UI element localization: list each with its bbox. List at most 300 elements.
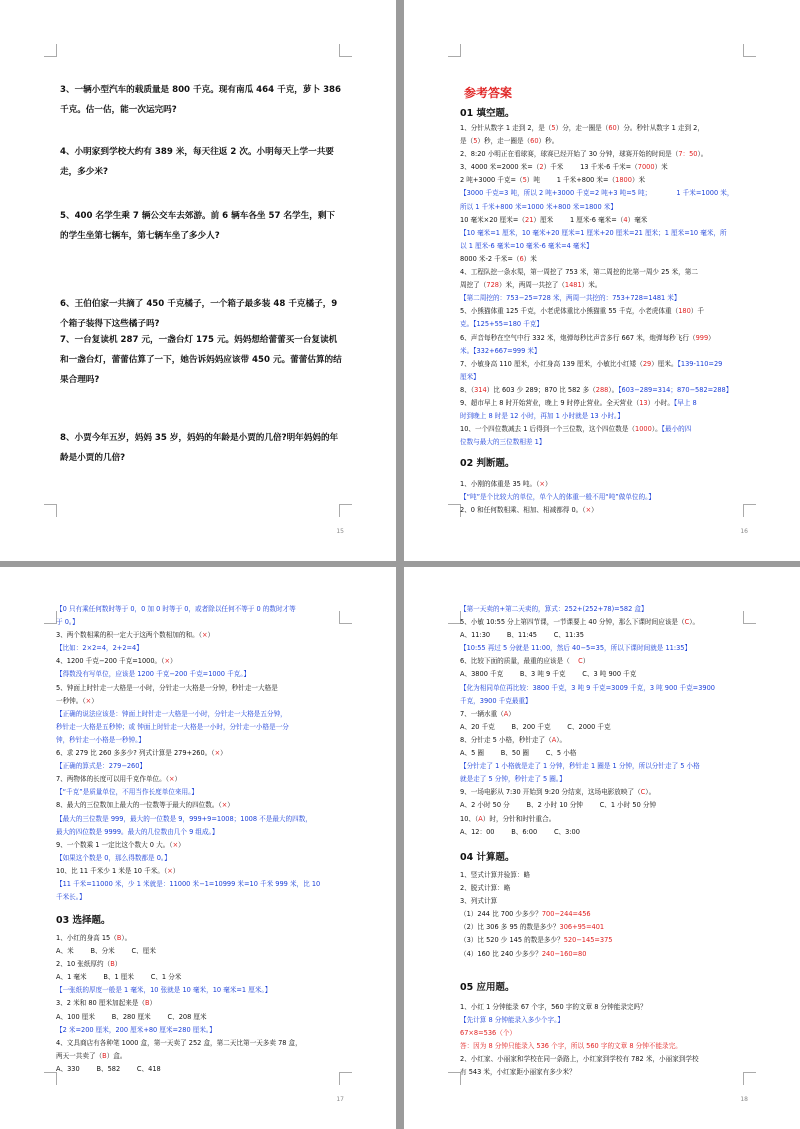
answer-line	[56, 682, 346, 695]
answer-lines	[460, 603, 750, 839]
answer-line	[460, 642, 750, 655]
answer-explanation: 【得数没有写单位，应该是 1200 千克−200 千克=1000 千克。】	[56, 670, 251, 679]
answer-line	[56, 1011, 346, 1024]
question-text: 2、脱式计算：略	[460, 884, 511, 893]
answer-explanation: 【0 只有乘任何数时等于 0，0 加 0 时等于 0，或者除以任何不等于 0 的数时才等	[56, 605, 296, 613]
question-text: 10 毫米×20 厘米=（	[460, 215, 525, 224]
answer-line	[460, 786, 750, 799]
answer-explanation: 【如果这个数是 0，那么得数都是 0。】	[56, 853, 171, 862]
answer-line	[56, 629, 346, 642]
answer-value: 答：因为 8 分钟只能录入 536 个字，所以 560 字的文章 8 分钟不能录完。	[460, 1042, 682, 1051]
question-text: ）分。秒针从数字 1 走到 2，	[616, 124, 704, 132]
question-text: 3、4000 米=2000 米=（	[460, 163, 540, 172]
question-text: ）	[582, 657, 590, 666]
answer-line	[460, 616, 750, 629]
question-text: ）厘米。	[651, 359, 678, 368]
question-text: 4、文具商店有各种笔 1000 盒，第一天卖了 252 盒，第二天比第一天多卖 78 盒，	[56, 1038, 302, 1047]
answer-line	[56, 945, 346, 958]
question-text: ）比 603 少 289；870 比 582 多（	[486, 385, 596, 394]
answer-value: 7：50	[678, 150, 698, 159]
answer-lines	[56, 932, 346, 1076]
answer-line	[460, 332, 750, 345]
answer-explanation: 【最大的三位数是 999，最大的一位数是 9，999+9=1008；1008 不是最大的四数，	[56, 814, 312, 823]
question-text: ）	[114, 960, 122, 969]
question-3: 3、一辆小型汽车的载质量是 800 千克。现有南瓜 464 千克，萝卜 386 千克。估一估，能一次运完吗?	[60, 85, 342, 115]
answer-value: 2	[539, 163, 544, 172]
answer-value: ×	[221, 801, 228, 810]
answer-value: 5	[522, 176, 527, 185]
question-text: 6、比较下面的质量，最重的应该是（	[460, 657, 579, 666]
answer-line	[460, 826, 750, 839]
question-6: 6、王伯伯家一共摘了 450 千克橘子，一个箱子最多装 48 千克橘子，9 个箱子装得下这些橘子吗?	[60, 299, 338, 329]
answer-line	[460, 1027, 750, 1040]
question-text: 1、小红 1 分钟能录 67 个字，560 字的文章 8 分钟能录完吗？	[460, 1003, 647, 1011]
answer-line	[460, 371, 750, 384]
answer-explanation: 就是走了 5 分钟，秒针走了 5 圈。】	[460, 775, 566, 784]
document-page-17	[0, 567, 396, 1129]
question-text: ）秒，走一圈是（	[477, 137, 531, 146]
question-text: ）米	[654, 163, 668, 172]
answer-value: 13	[639, 398, 648, 407]
question-text: ）时，分针和时针重合。	[482, 814, 556, 823]
answer-line	[56, 826, 346, 839]
question-text: 8、（	[460, 385, 475, 394]
question-text: ）千米 13 千米-6 千米=（	[543, 163, 638, 172]
answer-line	[460, 799, 750, 812]
question-text: 7、一辆水重（	[460, 709, 504, 718]
page-number: 15	[336, 528, 344, 535]
question-text: 3、列式计算	[460, 897, 498, 906]
answer-line	[460, 135, 750, 148]
answer-explanation: 【“千克”是质量单位，不用当作长度单位来用。】	[56, 788, 198, 797]
answer-explanation: 【一张纸的厚度一般是 1 毫米，10 张就是 10 毫米，10 毫米=1 厘米。】	[56, 986, 272, 995]
answer-line	[56, 616, 346, 629]
question-text: ）小时。	[647, 398, 674, 407]
question-text: ）米，两周一共挖了（	[498, 281, 565, 290]
answer-line	[56, 1024, 346, 1037]
question-text: ）毫米	[627, 215, 648, 224]
answer-explanation: 【化为相同单位再比较：3800 千克，3 吨 9 千克=3009 千克，3 吨 900 千克=3900	[460, 683, 715, 692]
question-text: A、12：00 B、6:00 C、3:00	[460, 827, 580, 836]
answer-line	[460, 734, 750, 747]
page-number: 17	[336, 1096, 344, 1103]
answer-line	[56, 813, 346, 826]
question-text: 9、超市早上 8 时开始营业，晚上 9 时停止营业。全天营业（	[460, 398, 640, 407]
answer-value: 728	[486, 281, 499, 290]
question-text: ）。	[697, 150, 708, 159]
question-text: ）盒。	[106, 1051, 127, 1060]
answer-line	[460, 266, 750, 279]
answer-line	[460, 895, 750, 908]
answer-value: ×	[85, 696, 92, 705]
answer-value: 288	[595, 385, 609, 394]
crop-mark	[339, 44, 352, 57]
answer-line	[460, 760, 750, 773]
question-text: ）	[178, 840, 185, 849]
answer-value: C	[684, 618, 690, 627]
question-text: 是（	[460, 137, 474, 146]
crop-mark	[339, 504, 352, 517]
answer-line	[56, 734, 346, 747]
answer-explanation: 【139-110=29	[677, 359, 723, 368]
answer-line	[56, 971, 346, 984]
answer-lines	[460, 1001, 750, 1080]
answer-line	[56, 984, 346, 997]
question-text: ）分，走一圈是（	[555, 124, 609, 132]
question-text: 两天一共卖了（	[56, 1051, 103, 1060]
answer-line	[56, 655, 346, 668]
answer-value: 1481	[564, 281, 582, 290]
answer-line	[56, 799, 346, 812]
answer-line	[460, 1040, 750, 1053]
answer-line	[460, 869, 750, 882]
answer-value: ×	[172, 840, 179, 849]
answer-line	[56, 839, 346, 852]
question-text: 7、两物体的长度可以用千克作单位。（	[56, 775, 169, 784]
answer-line	[56, 603, 346, 616]
question-text: ）厘米 1 厘米-6 毫米=（	[533, 215, 624, 224]
answer-line	[460, 682, 750, 695]
answer-explanation: 位数与最大的三位数相差 1】	[460, 438, 546, 447]
question-text: A、米 B、分米 C、厘米	[56, 947, 156, 956]
answer-value: 306+95=401	[559, 923, 605, 932]
answer-line	[460, 318, 750, 331]
answer-line	[460, 948, 750, 961]
answer-line	[460, 629, 750, 642]
question-text: 2、8:20 小明正在看球赛，球赛已经开始了 30 分钟，球赛开始的时间是（	[460, 150, 679, 159]
answer-line	[460, 345, 750, 358]
answer-lines	[56, 603, 346, 904]
answer-explanation: 【先计算 8 分钟能录入多少个字。】	[460, 1016, 564, 1025]
question-text: 1、小刚的体重是 35 吨。（	[460, 480, 540, 488]
answer-line	[460, 695, 750, 708]
question-text: A、11:30 B、11:45 C、11:35	[460, 631, 584, 640]
answer-line	[460, 603, 750, 616]
answer-value: 1000	[635, 425, 652, 434]
answer-line	[56, 760, 346, 773]
answer-line	[460, 1001, 750, 1014]
section-heading-fill-in: 01 填空题。	[460, 108, 515, 119]
answer-line	[460, 478, 750, 491]
crop-mark	[448, 44, 461, 57]
page-number: 18	[740, 1096, 748, 1103]
answer-explanation: 千米长。】	[56, 893, 86, 902]
answer-line	[460, 491, 750, 504]
answer-line	[460, 253, 750, 266]
answer-value: ×	[539, 480, 545, 488]
question-text: 9、一场电影从 7:30 开始到 9:20 分结束，这场电影放映了（	[460, 788, 641, 797]
section-heading-judge: 02 判断题。	[460, 458, 515, 469]
answer-value: A	[503, 709, 509, 718]
question-text: 10、比 11 千米少 1 米是 10 千米。（	[56, 866, 168, 875]
question-text: ）	[207, 631, 215, 640]
answer-line	[460, 504, 750, 517]
question-text: A、1 毫米 B、1 厘米 C、1 分米	[56, 973, 182, 982]
answer-explanation: 以 1 厘米-6 毫米=10 毫米-6 毫米=4 毫米】	[460, 241, 593, 250]
question-text: 4、1200 千克−200 千克=1000。（	[56, 657, 165, 666]
answer-line	[460, 423, 750, 436]
answer-line	[460, 279, 750, 292]
question-text: 1、竖式计算并验算：略	[460, 871, 531, 879]
answer-explanation: 所以 1 千米+800 米=1000 米+800 米=1800 米】	[460, 202, 617, 211]
question-text: A、100 厘米 B、280 厘米 C、208 厘米	[56, 1012, 207, 1021]
answer-line	[56, 695, 346, 708]
answer-explanation: 【第一天卖的+第二天卖的，算式：252+(252+78)=582 盒】	[460, 605, 648, 613]
answer-value: 6	[519, 254, 524, 263]
question-text: 2、0 和任何数相乘、相加、相减都得 0。（	[460, 506, 586, 515]
answer-explanation: 【最小的四	[661, 425, 692, 434]
question-text: 8000 米-2 千米=（	[460, 254, 520, 263]
answer-line	[460, 436, 750, 449]
question-text: ）秒。	[538, 137, 559, 146]
answer-line	[460, 122, 750, 135]
question-text: ）。	[608, 385, 619, 394]
answer-explanation: 【10:55 再过 5 分就是 11:00，然后 40−5=35，所以下课时间就是 11:35】	[460, 644, 692, 653]
answer-line	[56, 773, 346, 786]
answer-line	[56, 932, 346, 945]
answer-explanation: 【早上 8	[673, 398, 697, 407]
question-text: 1、分针从数字 1 走到 2，是（	[460, 124, 552, 132]
answer-explanation: 【正确的说法应该是：钟面上时针走一大格是一小时，分针走一大格是五分钟，	[56, 709, 287, 718]
question-text: 1、小红的身高 15（	[56, 934, 117, 942]
question-text: 2、10 张纸厚约（	[56, 960, 111, 969]
answer-value: 60	[530, 137, 539, 146]
answer-line	[460, 410, 750, 423]
question-text: ）	[149, 999, 157, 1008]
question-text: （1）244 比 700 少多少？	[460, 910, 542, 919]
question-text: ）	[91, 696, 98, 705]
question-text: （2）比 306 多 95 的数是多少？	[460, 923, 560, 932]
answer-explanation: 【第二周挖的：753−25=728 米，两周一共挖的：753+728=1481 米】	[460, 294, 681, 303]
answer-line	[460, 240, 750, 253]
answer-line	[460, 921, 750, 934]
question-text: ）	[220, 749, 227, 758]
question-text: A、5 圈 B、50 圈 C、5 小格	[460, 749, 577, 758]
answer-value: ×	[201, 631, 208, 640]
answer-explanation: 最大的四位数是 9999。最大的几位数由几个 9 组成。】	[56, 827, 219, 836]
question-5: 5、400 名学生乘 7 辆公交车去郊游。前 6 辆车各坐 57 名学生，剩下的学生坐第七辆车，第七辆车坐了多少人?	[60, 211, 336, 241]
answer-value: 999	[695, 333, 709, 342]
question-text: 8、分针走 5 小格，秒针走了（	[460, 735, 552, 744]
answer-value: ×	[164, 657, 170, 666]
question-text: 周挖了（	[460, 281, 487, 290]
answer-explanation: 【“吨”是个比较大的单位，单个人的体重一般不用“吨”做单位的。】	[460, 493, 655, 502]
answer-line	[56, 958, 346, 971]
answer-value: 5	[473, 137, 478, 146]
question-text: ）	[227, 801, 234, 810]
answer-line	[460, 187, 750, 200]
answer-value: 5	[551, 124, 556, 132]
answer-value: 21	[525, 215, 534, 224]
document-page-15	[0, 0, 396, 561]
answer-line	[460, 201, 750, 214]
answer-explanation: 时到晚上 8 时是 12 小时，再加 1 小时就是 13 小时。】	[460, 412, 624, 421]
answer-line	[460, 934, 750, 947]
answer-line	[460, 721, 750, 734]
question-text: ）	[172, 866, 180, 875]
answer-line	[460, 227, 750, 240]
question-text: （4）160 比 240 少多少？	[460, 949, 542, 958]
answer-value: 1800	[615, 176, 632, 185]
answer-line	[460, 174, 750, 187]
answer-line	[460, 148, 750, 161]
question-text: 5、小敏 10:55 分上第四节课，一节课要上 40 分钟，那么下课时间应该是（	[460, 618, 685, 627]
question-text: ）	[544, 480, 552, 488]
answer-lines	[460, 122, 750, 449]
answer-line	[460, 214, 750, 227]
question-text: 6、求 279 比 260 多多少? 列式计算是 279+260。（	[56, 749, 215, 758]
answer-explanation: 【11 千米=11000 米，少 1 米就是：11000 米−1=10999 米=10 千米 999 米，比 10	[56, 879, 321, 888]
answer-line	[460, 358, 750, 371]
question-text: 4、工程队挖一条水渠，第一周挖了 753 米，第二周挖的比第一周少 25 米，第二	[460, 268, 698, 277]
answer-value: 700−244=456	[541, 910, 591, 919]
crop-mark	[44, 504, 57, 517]
answer-explanation: 【比如：2×2=4，2+2=4】	[56, 644, 143, 653]
question-text: ）米	[631, 176, 646, 185]
question-text: 8、最大的三位数加上最大的一位数等于最大的四位数。（	[56, 801, 222, 810]
answer-explanation: 【10 毫米=1 厘米，10 毫米+20 厘米=1 厘米+20 厘米=21 厘米；1 厘米=10 毫米，所	[460, 228, 727, 237]
answer-value: 29	[642, 359, 652, 368]
question-text: ）米	[523, 254, 537, 263]
answer-line	[56, 878, 346, 891]
answer-value: A	[478, 814, 483, 823]
answer-value: B	[110, 960, 115, 969]
answer-value: B	[102, 1051, 107, 1060]
question-text: A、330 B、582 C、418	[56, 1064, 161, 1073]
question-text: ）。	[645, 788, 656, 797]
answer-value: 60	[608, 124, 617, 132]
question-text: ）米。	[581, 281, 602, 290]
answer-value: 7000	[637, 163, 655, 172]
answer-value: 180	[678, 307, 691, 316]
answer-line	[460, 292, 750, 305]
answer-value: B	[116, 934, 122, 942]
question-text: 5、钟面上时针走一大格是一小时，分针走一大格是一分钟，秒针走一大格是	[56, 683, 278, 692]
question-text: 有 543 米，小红家距小丽家有多少米？	[460, 1068, 576, 1077]
answer-explanation: 克。【125+55=180 千克】	[460, 320, 543, 329]
answer-line	[460, 882, 750, 895]
answer-explanation: 【分针走了 1 小格就是走了 1 分钟，秒针走 1 圈是 1 分钟，所以分针走了 5 小格	[460, 762, 700, 771]
answer-line	[460, 305, 750, 318]
answer-line	[460, 1014, 750, 1027]
answer-value: B	[145, 999, 150, 1008]
answer-line	[56, 721, 346, 734]
document-page-18	[404, 567, 800, 1129]
answer-line	[460, 161, 750, 174]
answer-line	[460, 1066, 750, 1079]
answer-line	[460, 813, 750, 826]
question-4: 4、小明家到学校大约有 389 米，每天往返 2 次。小明每天上学一共要走，多少米?	[60, 147, 334, 177]
question-text: ）	[174, 775, 182, 784]
answer-value: 4	[623, 215, 628, 224]
crop-mark	[44, 44, 57, 57]
answer-value: A	[551, 735, 557, 744]
answer-line	[56, 708, 346, 721]
question-text: 2 吨+3000 千克=（	[460, 176, 523, 185]
answer-value: 314	[474, 385, 487, 394]
answer-line	[56, 747, 346, 760]
question-text: A、20 千克 B、200 千克 C、2000 千克	[460, 722, 611, 731]
answer-value: ×	[214, 749, 221, 758]
question-text: ）。	[689, 618, 700, 627]
answer-explanation: 【3000 千克=3 吨，所以 2 吨+3000 千克=2 吨+3 吨=5 吨； 1 千米=1000 米，	[460, 189, 734, 198]
answer-lines	[460, 869, 750, 961]
question-text: 10、（	[460, 814, 479, 823]
answer-line	[460, 668, 750, 681]
answer-explanation: 于 0。】	[56, 618, 79, 627]
answer-line	[460, 747, 750, 760]
question-text: ）吨 1 千米+800 米=（	[526, 176, 616, 185]
answer-title: 参考答案	[464, 86, 513, 100]
answer-explanation: 厘米】	[460, 372, 480, 381]
answer-line	[460, 397, 750, 410]
answer-explanation: 【正确的算式是：279−260】	[56, 762, 147, 771]
answer-line	[56, 891, 346, 904]
section-heading-calculation: 04 计算题。	[460, 852, 515, 863]
question-text: ）	[708, 333, 715, 342]
answer-value: C	[578, 657, 583, 666]
question-text: ）	[508, 709, 515, 718]
answer-value: 240−160=80	[541, 949, 587, 958]
question-text: 3、2 米和 80 厘米加起来是（	[56, 999, 146, 1008]
question-text: A、2 小时 50 分 B、2 小时 10 分钟 C、1 小时 50 分钟	[460, 801, 657, 810]
answer-value: ×	[585, 506, 592, 515]
answer-value: 520−145=375	[563, 936, 613, 945]
answer-line	[56, 668, 346, 681]
answer-value: ×	[169, 775, 175, 784]
question-text: 5、小熊猫体重 125 千克，小老虎体重比小熊猫重 55 千克，小老虎体重（	[460, 307, 679, 316]
answer-line	[460, 708, 750, 721]
answer-line	[460, 1053, 750, 1066]
question-text: ）	[169, 657, 177, 666]
question-text: ）。	[651, 425, 662, 434]
answer-line	[56, 1063, 346, 1076]
section-heading-application: 05 应用题。	[460, 982, 515, 993]
answer-line	[460, 655, 750, 668]
answer-explanation: 千克，3900 千克最重】	[460, 696, 532, 705]
question-text: A、3800 千克 B、3 吨 9 千克 C、3 吨 900 千克	[460, 670, 637, 679]
question-text: ）	[591, 506, 598, 515]
answer-line	[56, 786, 346, 799]
question-text: 9、一个数乘 1 一定比这个数大 0 大。（	[56, 840, 173, 849]
section-heading-choice: 03 选择题。	[56, 915, 111, 926]
question-text: ）。	[121, 934, 132, 942]
answer-line	[460, 773, 750, 786]
answer-explanation: 米。【332+667=999 米】	[460, 346, 541, 355]
question-text: ）千	[690, 307, 704, 316]
answer-value: 67×8=536（个）	[460, 1029, 517, 1038]
answer-explanation: 【2 米=200 厘米，200 厘米+80 厘米=280 厘米。】	[56, 1025, 216, 1034]
answer-line	[460, 384, 750, 397]
answer-explanation: 【603−289=314；870−582=288】	[618, 385, 733, 394]
question-text: ）。	[556, 735, 567, 744]
question-8: 8、小贾今年五岁，妈妈 35 岁，妈妈的年龄是小贾的几倍?明年妈妈的年龄是小贾的几倍?	[60, 433, 339, 463]
answer-line	[56, 997, 346, 1010]
question-text: 10、一个四位数减去 1 后得到一个三位数，这个四位数是（	[460, 425, 636, 434]
answer-line	[56, 852, 346, 865]
question-text: 3、两个数相乘的积一定大于这两个数相加的和。（	[56, 631, 202, 640]
answer-explanation: 钟，秒针走一小格是一秒钟。】	[56, 735, 146, 744]
answer-value: ×	[167, 866, 173, 875]
question-text: 6、声音每秒在空气中行 332 米，炮弹每秒比声音多行 667 米，炮弹每秒飞行（	[460, 333, 696, 342]
answer-line	[56, 865, 346, 878]
document-page-16	[404, 0, 800, 561]
crop-mark	[743, 44, 756, 57]
answer-value: C	[640, 788, 646, 797]
answer-line	[460, 908, 750, 921]
question-text: （3）比 520 少 145 的数是多少？	[460, 936, 564, 945]
answer-line	[56, 1050, 346, 1063]
